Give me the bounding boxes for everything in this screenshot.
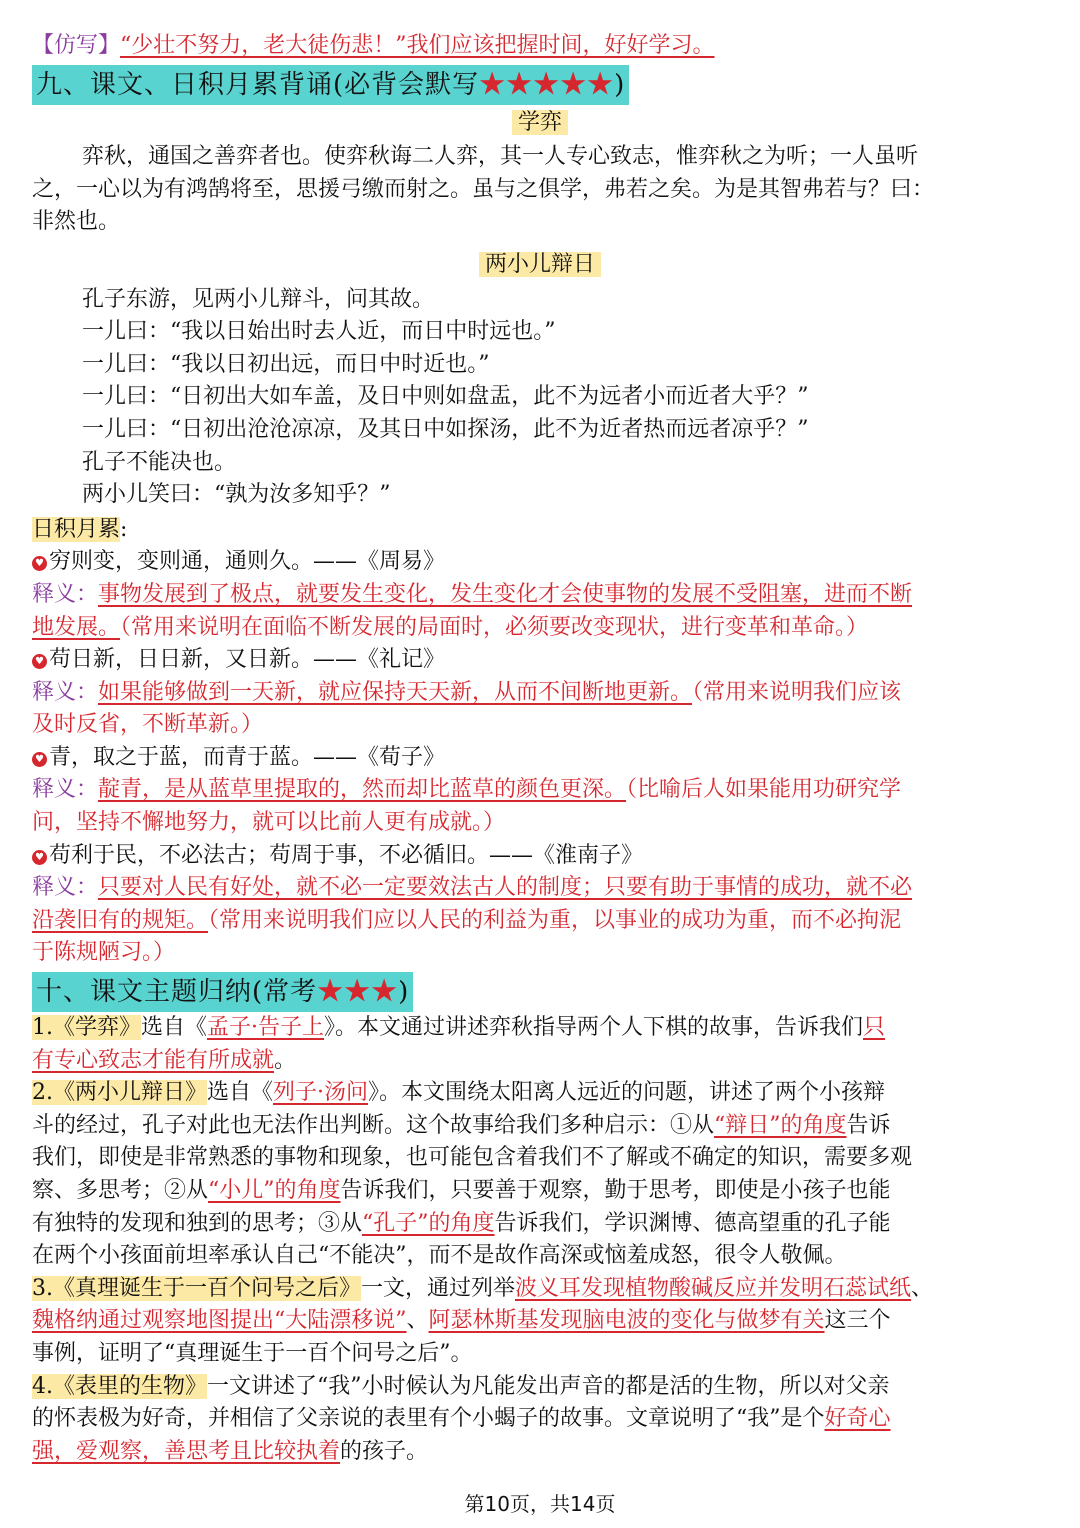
- riji-gloss: 释义：事物发展到了极点，就要发生变化，发生变化才会使事物的发展不受阻塞，进而不断: [32, 581, 913, 607]
- theme-4: 4.《表里的生物》一文讲述了“我”小时候认为凡能发出声音的都是活的生物，所以对父亲: [32, 1373, 890, 1399]
- section-9-stars: ★★★★★: [479, 69, 615, 100]
- theme-3: 事例，证明了“真理诞生于一百个问号之后”。: [32, 1340, 473, 1366]
- page-number: 第10页，共14页: [464, 1492, 616, 1516]
- liangxiaoer-line: 一儿曰：“日初出沧沧凉凉，及其日中如探汤，此不为近者热而远者凉乎？”: [82, 416, 809, 442]
- section-10-heading: 十、课文主题归纳(常考★★★): [32, 972, 1048, 1012]
- riji-heading: 日积月累:: [32, 516, 128, 542]
- riji-quote: ♥ 苟日新，日日新，又日新。——《礼记》: [32, 644, 1048, 677]
- riji-gloss: 于陈规陋习。）: [32, 940, 176, 966]
- heart-icon: ♥: [32, 850, 47, 865]
- riji-gloss: 沿袭旧有的规矩。（常用来说明我们应以人民的利益为重，以事业的成功为重，而不必拘泥: [32, 907, 902, 933]
- riji-title: 日积月累: [32, 516, 121, 542]
- section-10-stars: ★★★: [317, 977, 399, 1008]
- riji-gloss: 地发展。（常用来说明在面临不断发展的局面时，必须要改变现状，进行变革和革命。）: [32, 614, 869, 640]
- riji-gloss: 释义：靛青，是从蓝草里提取的，然而却比蓝草的颜色更深。（比喻后人如果能用功研究学: [32, 777, 902, 803]
- section-10-title: 十、课文主题归纳(常考: [36, 977, 318, 1008]
- text-title-liangxiaoer: 两小儿辩日: [32, 249, 1048, 282]
- heart-icon: ♥: [32, 556, 47, 571]
- xueyi-line: 弈秋，通国之善弈者也。使弈秋诲二人弈，其一人专心致志，惟弈秋之为听；一人虽听: [82, 144, 919, 170]
- theme-2: 在两个小孩面前坦率承认自己“不能决”，而不是故作高深或恼羞成怒，很令人敬佩。: [32, 1243, 847, 1269]
- liangxiaoer-line: 一儿曰：“我以日初出远，而日中时近也。”: [82, 351, 490, 377]
- riji-quote: ♥ 穷则变，变则通，通则久。——《周易》: [32, 546, 1048, 579]
- section-9-title: 九、课文、日积月累背诵(必背会默写: [36, 69, 480, 100]
- theme-2: 2.《两小儿辩日》选自《列子·汤问》。本文围绕太阳离人远近的问题，讲述了两个小孩辩: [32, 1080, 886, 1106]
- theme-3: 魏格纳通过观察地图提出“大陆漂移说”、阿瑟林斯基发现脑电波的变化与做梦有关这三个: [32, 1308, 891, 1334]
- section-9-heading: 九、课文、日积月累背诵(必背会默写★★★★★): [32, 65, 1048, 105]
- theme-2: 察、多思考；②从“小儿”的角度告诉我们，只要善于观察，勤于思考，即使是小孩子也能: [32, 1178, 891, 1203]
- heart-icon: ♥: [32, 654, 47, 669]
- text-title-xueyi: 学弈: [32, 107, 1048, 140]
- copywrite-tag: 【仿写】: [32, 33, 121, 58]
- liangxiaoer-line: 一儿曰：“我以日始出时去人近，而日中时远也。”: [82, 319, 556, 345]
- theme-3: 3.《真理诞生于一百个问号之后》一文，通过列举波义耳发现植物酸碱反应并发明石蕊试纸、: [32, 1275, 934, 1301]
- theme-4: 强，爱观察，善思考且比较执着的孩子。: [32, 1438, 429, 1464]
- riji-gloss: 释义：如果能够做到一天新，就应保持天天新，从而不间断地更新。（常用来说明我们应该: [32, 679, 902, 705]
- theme-2: 斗的经过，孔子对此也无法作出判断。这个故事给我们多种启示：①从“辩日”的角度告诉: [32, 1112, 891, 1138]
- riji-quote: ♥ 青，取之于蓝，而青于蓝。——《荀子》: [32, 742, 1048, 775]
- liangxiaoer-line: 两小儿笑曰：“孰为汝多知乎？”: [82, 482, 391, 508]
- liangxiaoer-line: 孔子东游，见两小儿辩斗，问其故。: [82, 286, 435, 312]
- riji-quote: ♥ 苟利于民，不必法古；苟周于事，不必循旧。——《淮南子》: [32, 840, 1048, 873]
- liangxiaoer-line: 孔子不能决也。: [82, 449, 237, 475]
- xueyi-line: 之，一心以为有鸿鹄将至，思援弓缴而射之。虽与之俱学，弗若之矣。为是其智弗若与？曰：: [32, 176, 935, 202]
- riji-gloss: 释义：只要对人民有好处，就不必一定要效法古人的制度；只要有助于事情的成功，就不必: [32, 875, 913, 901]
- riji-gloss: 问，坚持不懈地努力，就可以比前人更有成就。）: [32, 810, 506, 836]
- riji-gloss: 及时反省，不断革新。）: [32, 712, 264, 738]
- heart-icon: ♥: [32, 752, 47, 767]
- copywrite-row: [32, 30, 1048, 63]
- document-page: [32, 30, 1048, 1468]
- copywrite-text: “少壮不努力，老大徒伤悲！”我们应该把握时间，好好学习。: [120, 33, 715, 58]
- theme-4: 的怀表极为好奇，并相信了父亲说的表里有个小蝎子的故事。文章说明了“我”是个好奇心: [32, 1406, 891, 1432]
- liangxiaoer-line: 一儿曰：“日初出大如车盖，及日中则如盘盂，此不为远者小而近者大乎？”: [82, 384, 809, 410]
- theme-2: 有独特的发现和独到的思考；③从“孔子”的角度告诉我们，学识渊博、德高望重的孔子能: [32, 1210, 891, 1236]
- xueyi-line: 非然也。: [32, 209, 121, 235]
- theme-2: 我们，即使是非常熟悉的事物和现象，也可能包含着我们不了解或不确定的知识，需要多观: [32, 1145, 913, 1171]
- theme-1: 有专心致志才能有所成就。: [32, 1047, 297, 1073]
- theme-1: 1.《学弈》选自《孟子·告子上》。本文通过讲述弈秋指导两个人下棋的故事，告诉我们只: [32, 1015, 886, 1041]
